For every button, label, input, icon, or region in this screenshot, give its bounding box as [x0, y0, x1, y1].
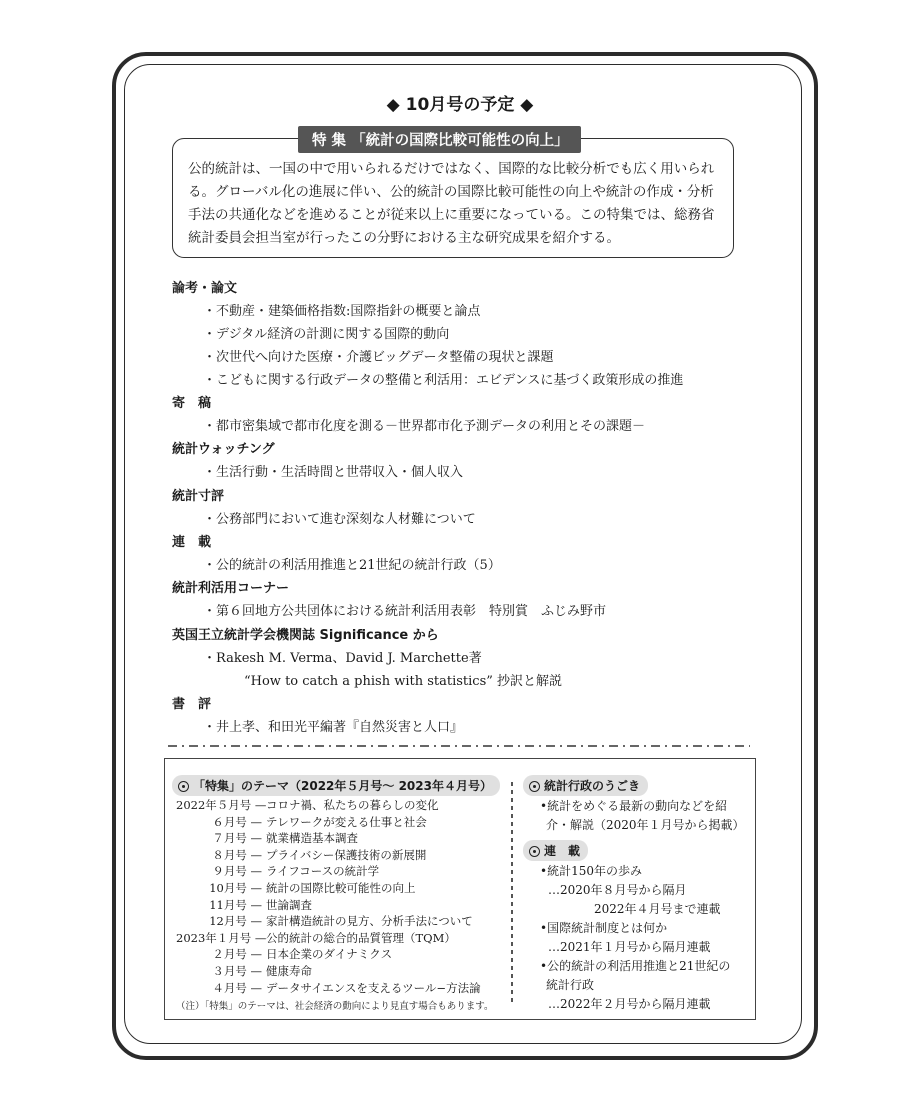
list-item: ・不動産・建築価格指数:国際指針の概要と論点: [203, 304, 481, 319]
target-bullet-icon: [529, 781, 540, 792]
list-item: ・井上孝、和田光平編著『自然災害と人口』: [203, 720, 464, 735]
feature-line: 手法の共通化などを進めることが従来以上に重要になっている。この特集では、総務省: [188, 207, 715, 223]
theme-title: 世論調査: [266, 897, 312, 912]
list-item: ・生活行動・生活時間と世帯収入・個人収入: [203, 465, 464, 480]
rensai-header: 連 載: [523, 840, 588, 861]
feature-tab: 特 集 「統計の国際比較可能性の向上」: [298, 126, 581, 153]
category-kiko: 寄 稿: [172, 396, 212, 411]
theme-title: 家計構造統計の見方、分析手法について: [266, 914, 473, 929]
list-item: ・第６回地方公共団体における統計利活用表彰 特別賞 ふじみ野市: [203, 604, 607, 619]
theme-title: 公的統計の総合的品質管理（TQM）: [266, 930, 456, 945]
rensai-line: 2022年４月号まで連載: [594, 902, 721, 916]
gyosei-line: 介・解説（2020年１月号から掲載）: [546, 818, 745, 832]
column-divider: [511, 782, 513, 1004]
theme-month: 11月号 —: [209, 897, 262, 912]
target-bullet-icon: [178, 781, 189, 792]
feature-line: 統計委員会担当室が行ったこの分野における主な研究成果を紹介する。: [188, 230, 620, 246]
gyosei-line: •統計をめぐる最新の動向などを紹: [540, 799, 728, 813]
feature-line: 公的統計は、一国の中で用いられるだけではなく、国際的な比較分析でも広く用いられ: [188, 161, 715, 177]
rensai-line: •国際統計制度とは何か: [540, 921, 668, 935]
feature-description: [188, 158, 728, 250]
theme-row: [176, 946, 506, 962]
category-significance: 英国王立統計学会機関誌 Significance から: [172, 628, 439, 643]
theme-row: [176, 814, 506, 830]
theme-month: ６月号 —: [212, 814, 262, 829]
theme-month: ４月号 —: [212, 980, 262, 995]
list-item: ・次世代へ向けた医療・介護ビッグデータ整備の現状と課題: [203, 350, 554, 365]
list-item: ・公務部門において進む深刻な人材難について: [203, 512, 476, 527]
rensai-line: …2021年１月号から隔月連載: [548, 940, 711, 954]
theme-month: ７月号 —: [212, 831, 262, 846]
category-riyo-corner: 統計利活用コーナー: [172, 581, 290, 596]
list-item: ・Rakesh M. Verma、David J. Marchette著: [203, 651, 482, 666]
rensai-line: …2020年８月号から隔月: [548, 883, 687, 897]
list-item: “How to catch a phish with statistics” 抄訳と解説: [244, 674, 563, 689]
theme-title: プライバシー保護技術の新展開: [266, 847, 427, 862]
target-bullet-icon: [529, 846, 540, 857]
list-item: ・公的統計の利活用推進と21世紀の統計行政（5）: [203, 558, 501, 573]
theme-title: コロナ禍、私たちの暮らしの変化: [266, 798, 439, 812]
rensai-line: 統計行政: [546, 978, 595, 992]
theme-row: [176, 847, 506, 863]
category-shohyo: 書 評: [172, 697, 212, 712]
theme-month: 2022年５月号 —: [176, 798, 267, 812]
theme-row: [176, 963, 506, 979]
themes-header: 「特集」のテーマ（2022年５月号～ 2023年４月号）: [172, 775, 500, 796]
themes-note: （注）「特集」のテーマは、社会経済の動向により見直す場合もあります。: [176, 1001, 494, 1012]
category-rensai: 連 載: [172, 535, 212, 550]
theme-month: ３月号 —: [212, 964, 262, 978]
theme-title: データサイエンスを支えるツール−方法論: [266, 980, 481, 995]
theme-title: 日本企業のダイナミクス: [266, 947, 393, 962]
theme-title: テレワークが変える仕事と社会: [266, 814, 427, 829]
theme-title: 統計の国際比較可能性の向上: [266, 881, 416, 895]
theme-row: [176, 930, 506, 946]
gyosei-header: 統計行政のうごき: [523, 775, 648, 796]
theme-title: 健康寿命: [266, 964, 312, 978]
theme-row: [176, 913, 506, 929]
theme-row: [176, 797, 506, 813]
theme-row: [176, 880, 506, 896]
rensai-line: …2022年２月号から隔月連載: [548, 997, 711, 1011]
theme-month: ９月号 —: [212, 864, 262, 879]
list-item: ・都市密集域で都市化度を測る－世界都市化予測データの利用とその課題－: [203, 419, 646, 434]
category-ronko: 論考・論文: [172, 281, 238, 296]
list-item: ・デジタル経済の計測に関する国際的動向: [203, 327, 450, 342]
theme-month: ２月号 —: [212, 947, 262, 962]
theme-row: [176, 980, 506, 996]
page-title: ◆ 10月号の予定 ◆: [386, 95, 534, 115]
feature-line: る。グローバル化の進展に伴い、公的統計の国際比較可能性の向上や統計の作成・分析: [188, 184, 714, 200]
theme-row: [176, 830, 506, 846]
theme-title: ライフコースの統計学: [266, 864, 380, 879]
category-watching: 統計ウォッチング: [172, 442, 275, 457]
theme-title: 就業構造基本調査: [266, 831, 358, 846]
dash-dot-divider: [168, 743, 750, 749]
rensai-line: •統計150年の歩み: [540, 864, 642, 878]
rensai-line: •公的統計の利活用推進と21世紀の: [540, 959, 731, 973]
theme-row: [176, 897, 506, 913]
theme-row: [176, 863, 506, 879]
theme-month: 10月号 —: [209, 881, 262, 895]
theme-month: ８月号 —: [212, 847, 262, 862]
category-sunpyo: 統計寸評: [172, 489, 225, 504]
theme-month: 2023年１月号 —: [176, 930, 267, 945]
list-item: ・こどもに関する行政データの整備と利活用：エビデンスに基づく政策形成の推進: [203, 373, 684, 388]
theme-month: 12月号 —: [209, 914, 262, 929]
